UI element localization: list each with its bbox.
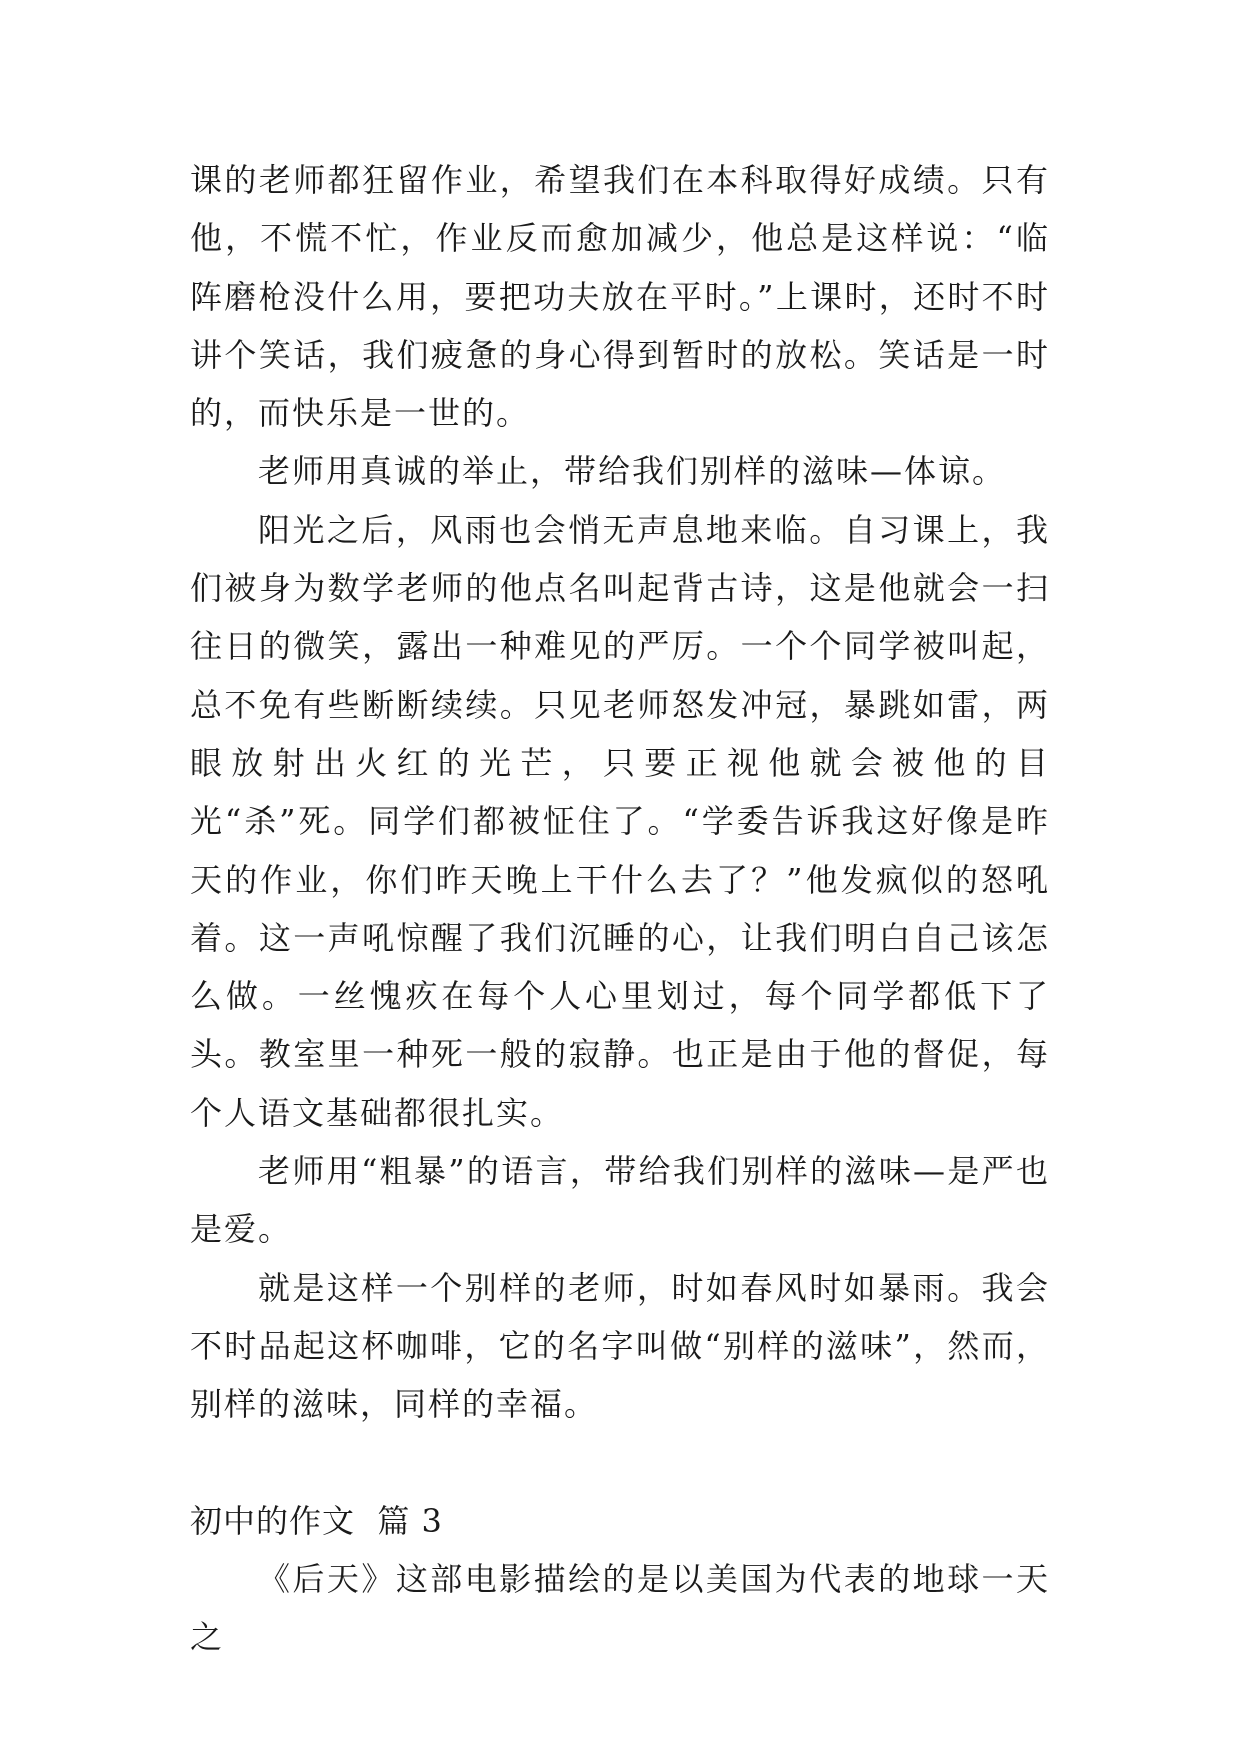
paragraph-1: 课的老师都狂留作业，希望我们在本科取得好成绩。只有他，不慌不忙，作业反而愈加减少，他总是这样说：“临阵磨枪没什么用，要把功夫放在平时。”上课时，还时不时讲个笑话，我们疲惫的身心得到暂时的放松。笑话是一时的，而快乐是一世的。 [190,161,1050,433]
section-gap [190,1434,1050,1492]
section-heading: 初中的作文 篇 3 [190,1501,443,1540]
document-body [190,151,1050,1666]
section-first-paragraph: 《后天》这部电影描绘的是以美国为代表的地球一天之 [190,1559,1050,1657]
paragraph-3: 阳光之后，风雨也会悄无声息地来临。自习课上，我们被身为数学老师的他点名叫起背古诗，这是他就会一扫往日的微笑，露出一种难见的严厉。一个个同学被叫起，总不免有些断断续续。只见老师怒发冲冠，暴跳如雷，两眼放射出火红的光芒，只要正视他就会被他的目光“杀”死。同学们都被怔住了。“学委告诉我这好像是昨天的作业，你们昨天晚上干什么去了？”他发疯似的怒吼着。这一声吼惊醒了我们沉睡的心，让我们明白自己该怎么做。一丝愧疚在每个人心里划过，每个同学都低下了头。教室里一种死一般的寂静。也正是由于他的督促，每个人语文基础都很扎实。 [190,510,1050,1132]
paragraph-4: 老师用“粗暴”的语言，带给我们别样的滋味—是严也是爱。 [190,1152,1050,1249]
paragraph-5: 就是这样一个别样的老师，时如春风时如暴雨。我会不时品起这杯咖啡，它的名字叫做“别样的滋味”，然而，别样的滋味，同样的幸福。 [190,1268,1050,1424]
paragraph-2: 老师用真诚的举止，带给我们别样的滋味—体谅。 [258,452,1007,491]
